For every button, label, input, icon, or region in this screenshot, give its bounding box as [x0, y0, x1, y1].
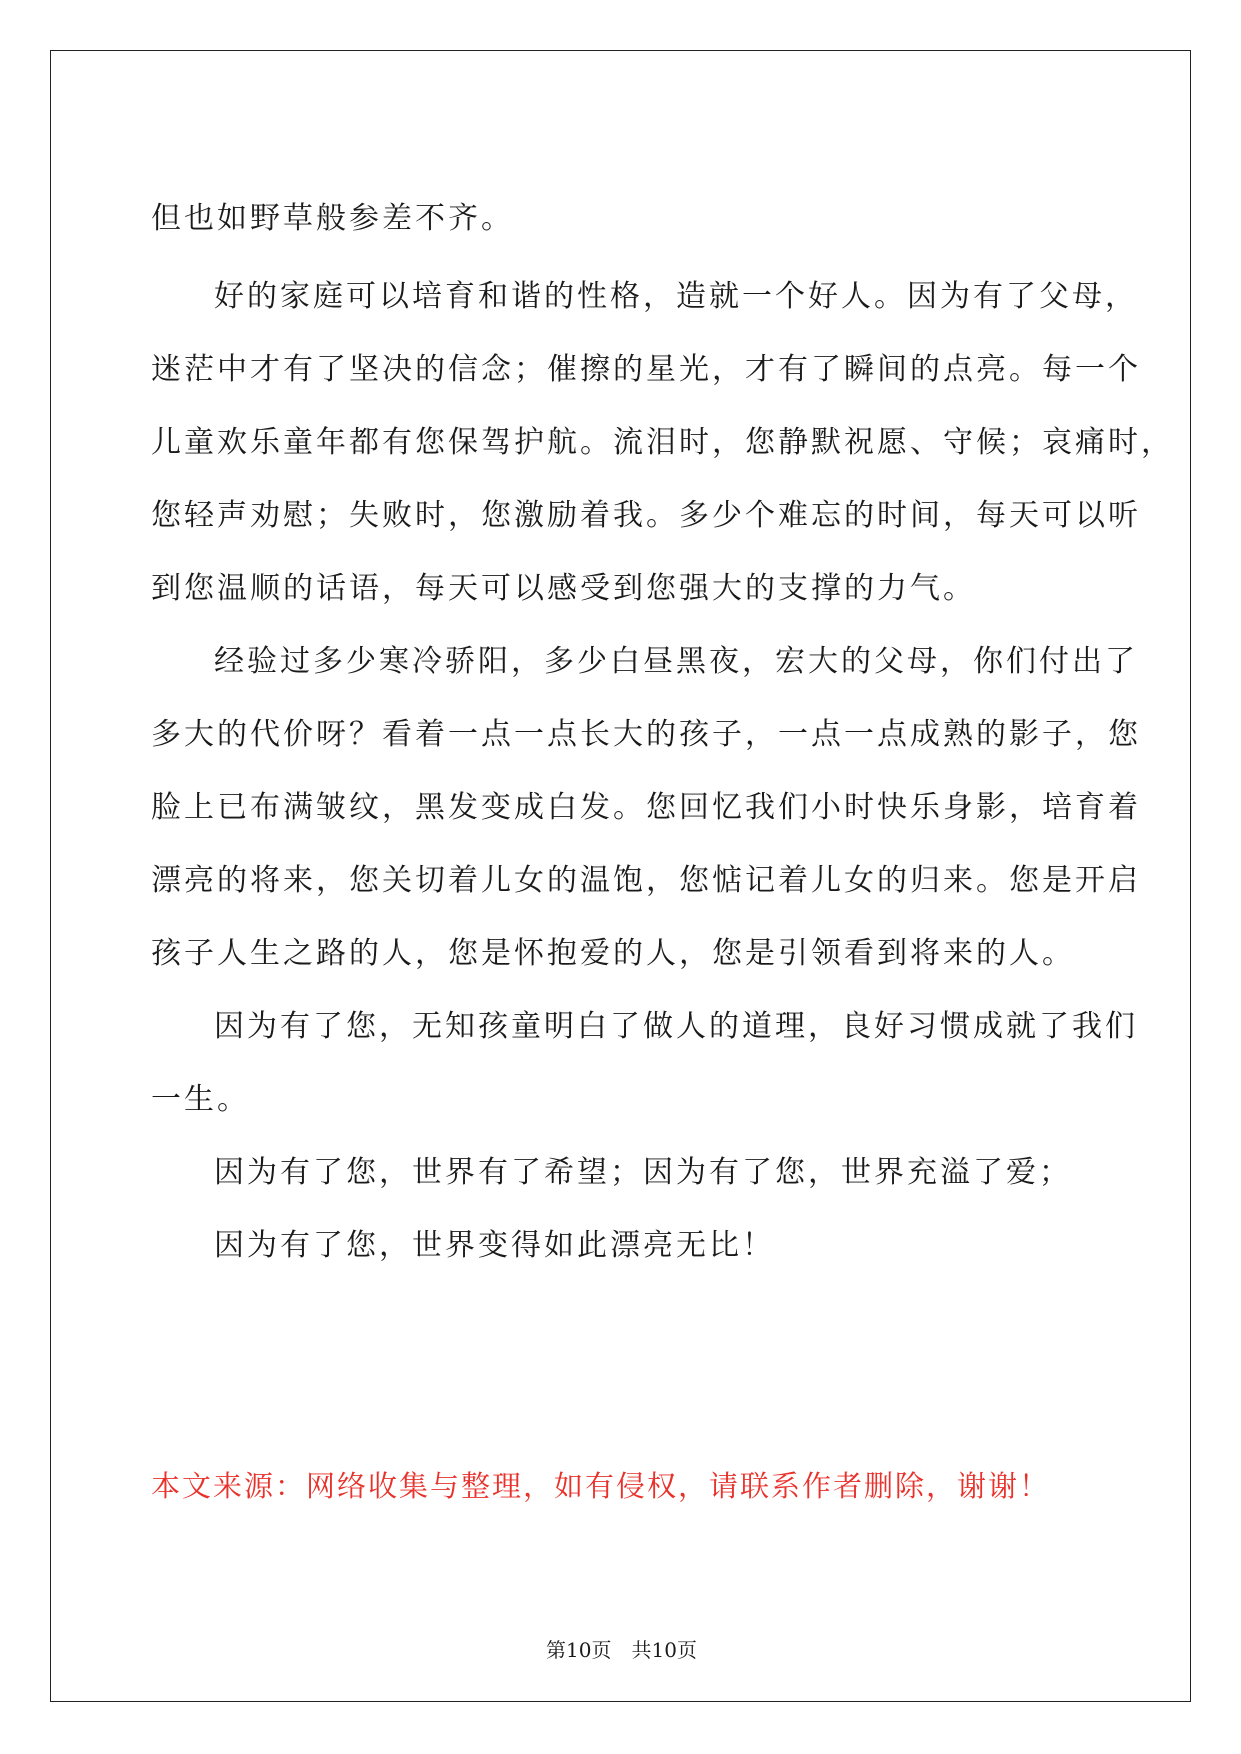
- text-line: 您轻声劝慰；失败时，您激励着我。多少个难忘的时间，每天可以听: [151, 498, 1141, 533]
- text-line: 经验过多少寒冷骄阳，多少白昼黑夜，宏大的父母，你们付出了: [214, 644, 1138, 679]
- text-line: 迷茫中才有了坚决的信念；催擦的星光，才有了瞬间的点亮。每一个: [151, 352, 1141, 387]
- text-line: 多大的代价呀？看着一点一点长大的孩子，一点一点成熟的影子，您: [151, 717, 1141, 752]
- document-page: [50, 50, 1191, 1702]
- text-line: 脸上已布满皱纹，黑发变成白发。您回忆我们小时快乐身影，培育着: [151, 790, 1141, 825]
- text-line: 儿童欢乐童年都有您保驾护航。流泪时，您静默祝愿、守候；哀痛时，: [151, 425, 1174, 460]
- text-line: 好的家庭可以培育和谐的性格，造就一个好人。因为有了父母，: [214, 279, 1138, 314]
- source-note: 本文来源：网络收集与整理，如有侵权，请联系作者删除，谢谢！: [151, 1469, 1051, 1503]
- text-line: 到您温顺的话语，每天可以感受到您强大的支撑的力气。: [151, 571, 976, 606]
- text-line: 孩子人生之路的人，您是怀抱爱的人，您是引领看到将来的人。: [151, 936, 1075, 971]
- page-number: 第10页 共10页: [546, 1638, 697, 1662]
- text-line: 因为有了您，无知孩童明白了做人的道理，良好习惯成就了我们: [214, 1009, 1138, 1044]
- text-line: 漂亮的将来，您关切着儿女的温饱，您惦记着儿女的归来。您是开启: [151, 863, 1141, 898]
- text-line: 因为有了您，世界变得如此漂亮无比！: [214, 1228, 775, 1263]
- text-line: 一生。: [151, 1082, 250, 1117]
- text-line: 因为有了您，世界有了希望；因为有了您，世界充溢了爱；: [214, 1155, 1072, 1190]
- text-line: 但也如野草般参差不齐。: [151, 201, 514, 236]
